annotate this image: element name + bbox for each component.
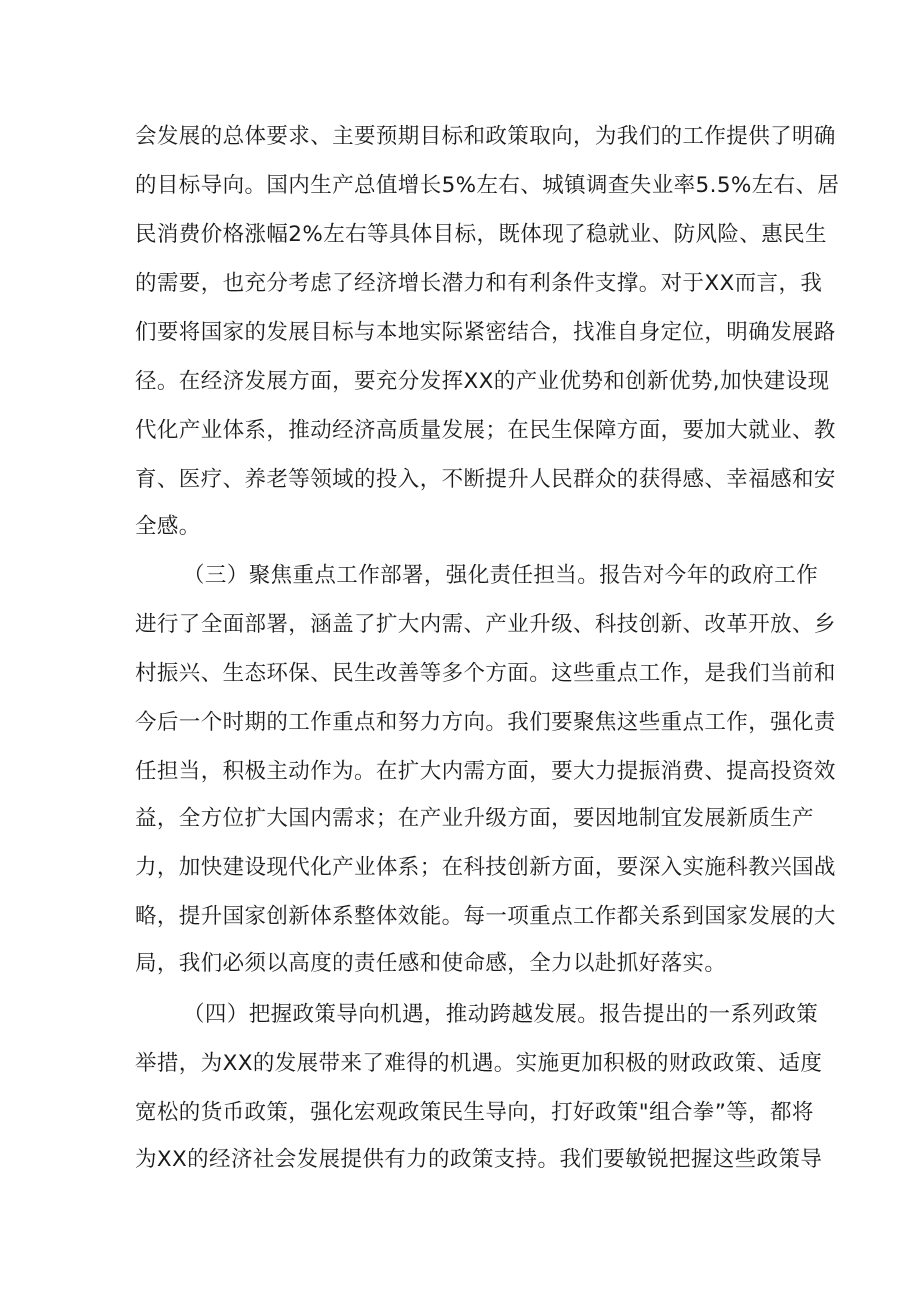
text-line: 的目标导向。国内生产总值增长5%左右、城镇调查失业率5.5%左右、居 [135, 173, 840, 198]
text-line: 村振兴、生态环保、民生改善等多个方面。这些重点工作，是我们当前和 [135, 661, 836, 686]
text-line: 代化产业体系，推动经济高质量发展；在民生保障方面，要加大就业、教 [135, 418, 836, 443]
text-line: 今后一个时期的工作重点和努力方向。我们要聚焦这些重点工作，强化责 [135, 710, 836, 735]
text-line: 举措，为XX的发展带来了难得的机遇。实施更加积极的财政政策、适度 [135, 1051, 823, 1076]
text-line: 全感。 [135, 514, 201, 539]
text-line: 局，我们必须以高度的责任感和使命感，全力以赴抓好落实。 [135, 951, 727, 976]
text-line: 进行了全面部署，涵盖了扩大内需、产业升级、科技创新、改革开放、乡 [135, 612, 836, 637]
text-line: 们要将国家的发展目标与本地实际紧密结合，找准自身定位，明确发展路 [135, 320, 836, 345]
text-line: 宽松的货币政策，强化宏观政策民生导向，打好政策"组合拳”等，都将 [135, 1100, 814, 1125]
text-line: 力，加快建设现代化产业体系；在科技创新方面，要深入实施科教兴国战 [135, 855, 836, 880]
text-line: 径。在经济发展方面，要充分发挥XX的产业优势和创新优势,加快建设现 [135, 369, 830, 394]
text-line: 会发展的总体要求、主要预期目标和政策取向，为我们的工作提供了明确 [135, 124, 836, 149]
text-line: 育、医疗、养老等领域的投入，不断提升人民群众的获得感、幸福感和安 [135, 467, 836, 492]
text-line: 略，提升国家创新体系整体效能。每一项重点工作都关系到国家发展的大 [135, 904, 836, 929]
text-line: 为XX的经济社会发展提供有力的政策支持。我们要敏锐把握这些政策导 [135, 1147, 823, 1172]
section-heading-line: （四）把握政策导向机遇，推动跨越发展。报告提出的一系列政策 [183, 1002, 819, 1027]
text-line: 益，全方位扩大国内需求；在产业升级方面，要因地制宜发展新质生产 [135, 806, 814, 831]
text-line: 民消费价格涨幅2%左右等具体目标，既体现了稳就业、防风险、惠民生 [135, 222, 827, 247]
text-line: 的需要，也充分考虑了经济增长潜力和有利条件支撑。对于XX而言，我 [135, 271, 823, 296]
section-heading-line: （三）聚焦重点工作部署，强化责任担当。报告对今年的政府工作 [183, 563, 819, 588]
text-line: 任担当，积极主动作为。在扩大内需方面，要大力提振消费、提高投资效 [135, 759, 836, 784]
